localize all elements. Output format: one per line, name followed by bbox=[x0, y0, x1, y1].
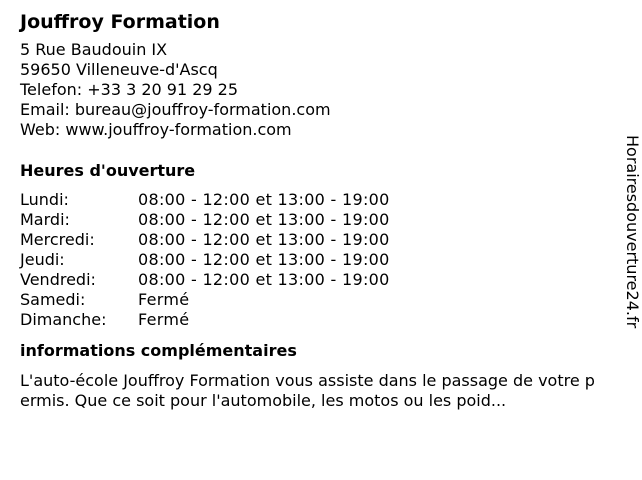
day-label: Dimanche: bbox=[20, 310, 107, 329]
opening-hours-heading: Heures d'ouverture bbox=[20, 161, 196, 180]
day-label: Vendredi: bbox=[20, 270, 96, 289]
time-range: 08:00 - 12:00 et 13:00 - 19:00 bbox=[138, 190, 390, 209]
time-range: 08:00 - 12:00 et 13:00 - 19:00 bbox=[138, 250, 390, 269]
hours-row-friday bbox=[20, 270, 390, 290]
hours-row-tuesday bbox=[20, 210, 390, 230]
address-city: 59650 Villeneuve-d'Ascq bbox=[20, 60, 218, 79]
time-range: 08:00 - 12:00 et 13:00 - 19:00 bbox=[138, 230, 390, 249]
day-label: Jeudi: bbox=[20, 250, 65, 269]
hours-row-sunday bbox=[20, 310, 390, 330]
day-label: Mercredi: bbox=[20, 230, 95, 249]
day-label: Mardi: bbox=[20, 210, 70, 229]
business-card bbox=[20, 10, 610, 411]
hours-row-monday bbox=[20, 190, 390, 210]
hours-row-wednesday bbox=[20, 230, 390, 250]
time-range: Fermé bbox=[138, 290, 190, 309]
time-range: 08:00 - 12:00 et 13:00 - 19:00 bbox=[138, 210, 390, 229]
day-label: Lundi: bbox=[20, 190, 69, 209]
site-watermark: Horairesdouverture24.fr bbox=[623, 135, 642, 329]
phone-number: Telefon: +33 3 20 91 29 25 bbox=[20, 80, 239, 99]
hours-row-thursday bbox=[20, 250, 390, 270]
website: Web: www.jouffroy-formation.com bbox=[20, 120, 292, 139]
time-range: 08:00 - 12:00 et 13:00 - 19:00 bbox=[138, 270, 390, 289]
business-name: Jouffroy Formation bbox=[20, 11, 220, 33]
additional-info-text: L'auto-école Jouffroy Formation vous assiste dans le passage de votre permis. Que ce soit pour l'automobile, les motos ou les poid... bbox=[20, 371, 595, 410]
hours-row-saturday bbox=[20, 290, 390, 310]
opening-hours-table bbox=[20, 190, 390, 330]
email-address: Email: bureau@jouffroy-formation.com bbox=[20, 100, 331, 119]
address-street: 5 Rue Baudouin IX bbox=[20, 40, 168, 59]
contact-block bbox=[20, 40, 610, 140]
day-label: Samedi: bbox=[20, 290, 86, 309]
time-range: Fermé bbox=[138, 310, 190, 329]
additional-info-heading: informations complémentaires bbox=[20, 341, 297, 360]
